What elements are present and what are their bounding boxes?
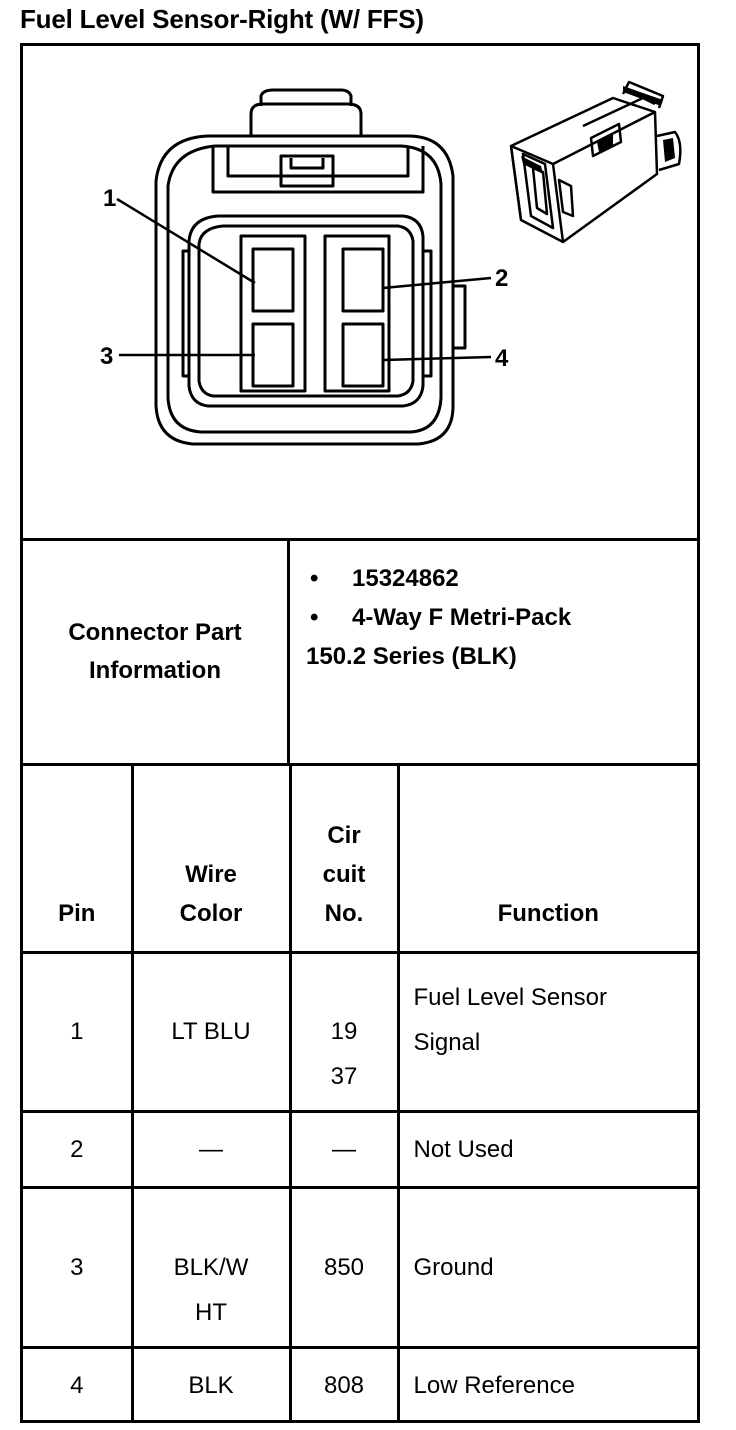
header-circuit-no: Cir cuit No. bbox=[290, 766, 398, 952]
wire-color-cell: LT BLU bbox=[132, 952, 290, 1111]
pin-3-cavity bbox=[253, 324, 293, 386]
pin-1-leader bbox=[117, 199, 255, 283]
connector-type-line bbox=[306, 598, 686, 637]
pin-2-callout: 2 bbox=[495, 265, 509, 292]
wire-color-cell: BLK/W HT bbox=[132, 1187, 290, 1347]
bullet-1: • bbox=[310, 565, 319, 592]
connector-sheet bbox=[20, 43, 700, 1423]
connector-face-drawing bbox=[23, 46, 697, 538]
function-cell: Fuel Level Sensor Signal bbox=[398, 952, 697, 1111]
table-row bbox=[23, 952, 697, 1111]
pin-4-cavity bbox=[343, 324, 383, 386]
pin-cell: 3 bbox=[23, 1187, 132, 1347]
table-row bbox=[23, 1187, 697, 1347]
page-title: Fuel Level Sensor-Right (W/ FFS) bbox=[20, 4, 424, 34]
pin-1-callout: 1 bbox=[103, 185, 117, 212]
pin-table bbox=[23, 766, 697, 1422]
table-row bbox=[23, 1347, 697, 1422]
connector-type: 4-Way F Metri-Pack bbox=[352, 604, 572, 631]
header-wire-color: Wire Color bbox=[132, 766, 290, 952]
table-row bbox=[23, 1111, 697, 1187]
circuit-cell: 850 bbox=[290, 1187, 398, 1347]
connector-series: 150.2 Series (BLK) bbox=[306, 643, 517, 670]
wire-color-cell: BLK bbox=[132, 1347, 290, 1422]
pin-cell: 1 bbox=[23, 952, 132, 1111]
pin-3-callout: 3 bbox=[100, 343, 114, 370]
latch-tab bbox=[251, 104, 361, 136]
part-number: 15324862 bbox=[352, 565, 459, 592]
connector-diagram bbox=[23, 46, 697, 541]
connector-part-info-values bbox=[306, 559, 686, 676]
connector-part-info-label: Connector Part Information bbox=[23, 541, 290, 763]
function-cell: Not Used bbox=[398, 1111, 697, 1187]
bullet-2: • bbox=[310, 604, 319, 631]
header-pin: Pin bbox=[23, 766, 132, 952]
pin-2-cavity bbox=[343, 249, 383, 311]
function-cell: Low Reference bbox=[398, 1347, 697, 1422]
pin-cell: 2 bbox=[23, 1111, 132, 1187]
circuit-cell: — bbox=[290, 1111, 398, 1187]
pin-4-callout: 4 bbox=[495, 345, 509, 372]
circuit-cell: 808 bbox=[290, 1347, 398, 1422]
pin-1-cavity bbox=[253, 249, 293, 311]
pin-table-header bbox=[23, 766, 697, 952]
pin-cell: 4 bbox=[23, 1347, 132, 1422]
pin-2-leader bbox=[383, 278, 491, 288]
function-cell: Ground bbox=[398, 1187, 697, 1347]
connector-isometric-view bbox=[511, 82, 680, 242]
circuit-cell: 19 37 bbox=[290, 952, 398, 1111]
pin-4-leader bbox=[383, 357, 491, 360]
header-function: Function bbox=[398, 766, 697, 952]
part-number-line bbox=[306, 559, 686, 598]
connector-part-info bbox=[23, 541, 697, 766]
wire-color-cell: — bbox=[132, 1111, 290, 1187]
